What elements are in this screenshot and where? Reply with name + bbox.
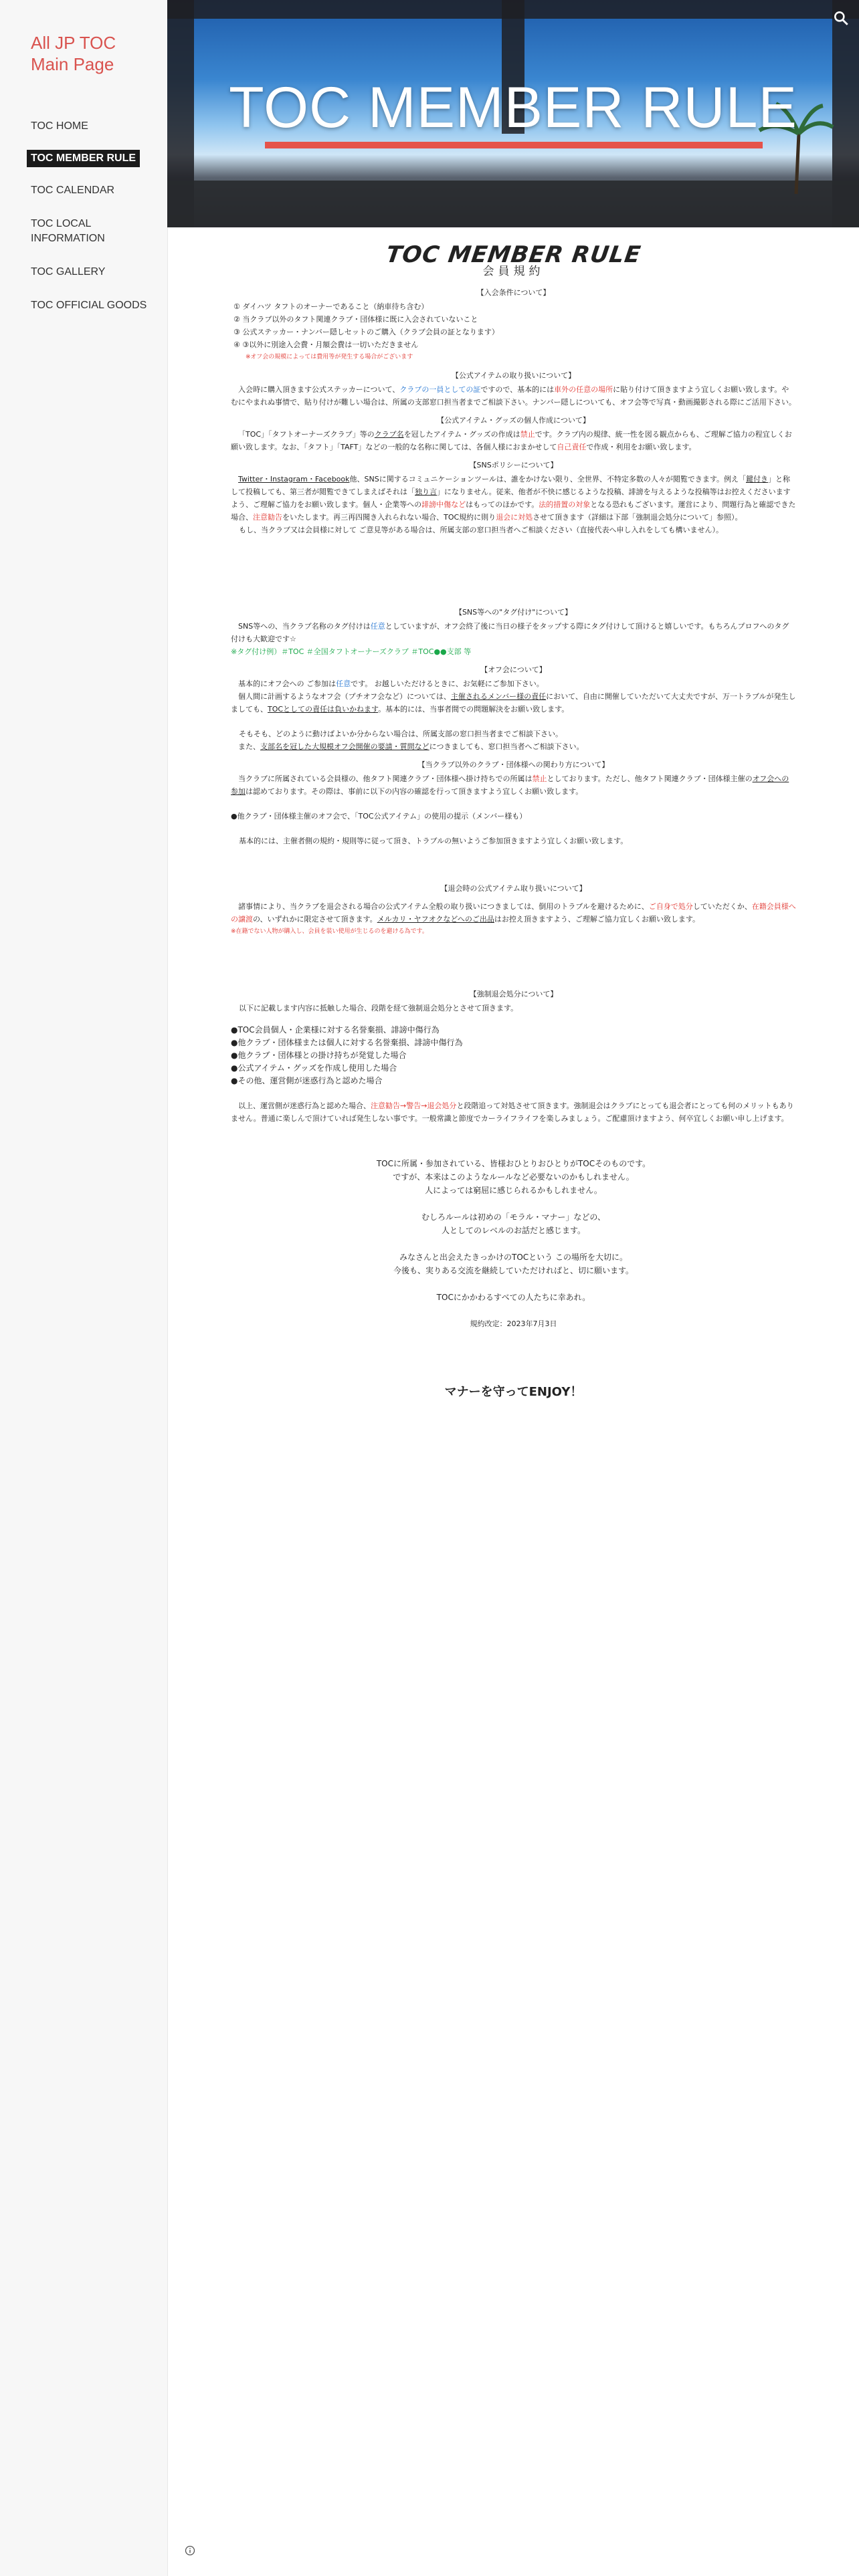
section-heading-official-items: 【公式アイテムの取り扱いについて】 xyxy=(451,371,576,380)
paragraph: そもそも、どのように動けばよいか分からない場合は、所属支部の窓口担当者までご相談下さい。 xyxy=(239,730,563,738)
paragraph xyxy=(231,690,796,716)
paragraph xyxy=(231,677,796,690)
paragraph: もし、当クラブ又は会員様に対して ご意見等がある場合は、所属支部の窓口担当者へご相談ください（直接代表へ申し入れをしても構いません）。 xyxy=(239,526,723,534)
hero-underline xyxy=(265,142,763,148)
paragraph xyxy=(231,428,796,453)
site-title[interactable]: All JP TOC Main Page xyxy=(31,33,116,74)
text: 当クラブに所属されている会員様の、他タフト関連クラブ・団体様へ掛け持ちでの所属は xyxy=(238,774,533,783)
closing-line: TOCに所属・参加されている、皆様おひとりおひとりがTOCそのものです。 xyxy=(376,1159,651,1168)
nav-item-member-rule[interactable]: TOC MEMBER RULE xyxy=(27,150,140,167)
slogan: マナーを守ってENJOY！ xyxy=(444,1385,583,1399)
text-underline: メルカリ・ヤフオクなどへのご出品 xyxy=(377,915,494,924)
search-icon[interactable] xyxy=(832,9,850,27)
closing-line: ですが、本来はこのようなルールなど必要ないのかもしれません。 xyxy=(393,1172,634,1182)
paragraph xyxy=(231,900,796,926)
text-highlight: 任意 xyxy=(370,622,385,631)
closing-line: 今後も、実りある交流を継続していただければと、切に願います。 xyxy=(393,1266,634,1275)
text: 入会時に購入頂きます公式ステッカーについて、 xyxy=(238,385,400,394)
paragraph xyxy=(231,740,796,753)
section-heading-withdrawal-items: 【退会時の公式アイテム取り扱いについて】 xyxy=(440,884,587,893)
text: 」になりません。従来、他者が不快に感じるような投稿、誹謗を与えるような投稿等はお控えくださいますよう、ご理解ご協力をお願い致します。個人・企業等への xyxy=(231,488,791,509)
text: ですので、基本的には xyxy=(480,385,555,394)
text-underline: オフ会への参加 xyxy=(231,774,789,796)
text: 以上、運営側が迷惑行為と認めた場合、 xyxy=(238,1101,371,1110)
section-heading-other-clubs: 【当クラブ以外のクラブ・団体様への関わり方について】 xyxy=(417,760,609,769)
text-highlight: 自己責任 xyxy=(557,443,587,451)
text: はもってのほかです。 xyxy=(466,500,539,509)
text-underline: 支部名を冠した大規模オフ会開催の要請・質問など xyxy=(260,742,430,751)
main-content xyxy=(231,241,796,1399)
list-item: ③ 公式ステッカー・ナンバー隠しセットのご購入（クラブ会員の証となります） xyxy=(233,328,499,336)
text-highlight: 在籍会員様への譲渡 xyxy=(231,902,796,924)
text-highlight: 法的措置の対象 xyxy=(539,500,591,509)
text-underline: クラブ名 xyxy=(374,430,404,439)
paragraph xyxy=(231,383,796,409)
text-highlight: 任意 xyxy=(336,679,351,688)
closing-line: みなさんと出会えたきっかけのTOCという この場所を大切に。 xyxy=(399,1253,628,1262)
list-item: ② 当クラブ以外のタフト関連クラブ・団体様に既に入会されていないこと xyxy=(233,315,478,324)
text: 」と称して投稿しても、第三者が閲覧できてしまえばそれは「 xyxy=(231,475,790,496)
list-item: ④ ③以外に別途入会費・月額会費は一切いただきません xyxy=(233,340,419,349)
text: 諸事情により、当クラブを退会される場合の公式アイテム全般の取り扱いにつきましては、倒用のトラブルを避けるために、 xyxy=(238,902,649,911)
page-subtitle: 会員規約 xyxy=(482,265,545,278)
closing-line xyxy=(231,1197,796,1210)
text: としております。ただし、他タフト関連クラブ・団体様主催の xyxy=(547,774,753,783)
site-nav xyxy=(27,116,161,329)
list-item: ① ダイハツ タフトのオーナーであること（納車待ち含む） xyxy=(233,302,429,311)
section-heading-personal-goods: 【公式アイテム・グッズの個人作成について】 xyxy=(437,416,590,425)
text: また、 xyxy=(238,742,260,751)
revision-date: 規約改定：2023年7月3日 xyxy=(470,1319,557,1328)
paragraph xyxy=(231,772,796,798)
paragraph xyxy=(231,1099,796,1125)
info-icon[interactable] xyxy=(185,2545,195,2556)
text: 基本的にオフ会への ご参加は xyxy=(238,679,337,688)
section-heading-tagging: 【SNS等への"タグ付け"について】 xyxy=(454,608,573,617)
text: となる恐れもございます。運営により、問題行為と確認できた場合、 xyxy=(231,500,796,522)
text: において、自由に開催していただいて大丈夫ですが、万一トラブルが発生しましても、 xyxy=(231,692,796,714)
text-underline: TOCとしての責任は負いかねます xyxy=(268,705,379,714)
text: につきましても、窓口担当者へご相談下さい。 xyxy=(429,742,584,751)
closing-line: むしろルールは初めの「モラル・マナー」などの、 xyxy=(421,1212,605,1222)
list-item: ●公式アイテム・グッズを作成し使用した場合 xyxy=(231,1063,397,1073)
closing-line: 人としてのレベルのお話だと感じます。 xyxy=(441,1226,586,1235)
text-underline: 主催されるメンバー様の責任 xyxy=(450,692,547,701)
section-heading-forced-withdrawal: 【強制退会処分について】 xyxy=(469,990,558,998)
text: をいたします。再三再四聞き入れられない場合、TOC規約に則り xyxy=(282,513,496,522)
text-highlight: 禁止 xyxy=(520,430,535,439)
text: で作成・利用をお願い致します。 xyxy=(586,443,696,451)
text-highlight: 誹謗中傷など xyxy=(421,500,466,509)
text: です。 お越しいただけるときに、お気軽にご参加下さい。 xyxy=(351,679,544,688)
text-highlight: クラブの一員としての証 xyxy=(399,385,481,394)
list-item: ●他クラブ・団体様との掛け持ちが発覚した場合 xyxy=(231,1051,407,1060)
text: 。基本的には、当事者間での問題解決をお願い致します。 xyxy=(378,705,569,714)
nav-item-official-goods[interactable]: TOC OFFICIAL GOODS xyxy=(31,300,147,311)
text-highlight: 注意勧告→警告→退会処分 xyxy=(371,1101,457,1110)
section-heading-membership: 【入会条件について】 xyxy=(476,288,551,297)
list-item: ●TOC会員個人・企業様に対する名誉棄損、誹謗中傷行為 xyxy=(231,1025,440,1035)
tag-examples: ※タグ付け例）＃TOC ＃全国タフトオーナーズクラブ ＃TOC●●支部 等 xyxy=(231,647,472,656)
text: 「TOC」「タフトオーナーズクラブ」等の xyxy=(238,430,375,439)
text-underline: Twitter・Instagram・Facebook xyxy=(238,475,350,484)
nav-item-home[interactable]: TOC HOME xyxy=(31,120,88,132)
text: はお控え頂きますよう、ご理解ご協力宜しくお願い致します。 xyxy=(494,915,700,924)
closing-line: 人によっては窮屈に感じられるかもしれません。 xyxy=(425,1186,602,1195)
text-underline: 独り言 xyxy=(415,488,437,496)
note-text: ※オフ会の規模によっては費用等が発生する場合がございます xyxy=(246,354,413,360)
note-text: ※在籍でない人物が購入し、会員を装い使用が生じるのを避ける為です。 xyxy=(231,928,428,935)
paragraph: ●他クラブ・団体様主催のオフ会で、「TOC公式アイテム」の使用の提示（メンバー様も） xyxy=(231,812,527,821)
closing-line xyxy=(231,1277,796,1291)
closing-line: TOCにかかわるすべての人たちに幸あれ。 xyxy=(436,1293,591,1302)
text: に貼り付けて頂きますよう宜しくお願い致します。やむにやまれぬ事情で、貼り付けが難しい場合は、所属の支部窓口担当者までご相談下さい。ナンバー隠しについても、オフ会等で写真・動画撮影される際にご活用下さい。 xyxy=(231,385,796,407)
hero-banner xyxy=(167,0,859,227)
nav-item-local-information[interactable]: TOC LOCAL INFORMATION xyxy=(31,218,105,244)
page-logo-title: TOC MEMBER RULE xyxy=(384,241,643,268)
text-underline: 鍵付き xyxy=(745,475,768,484)
nav-item-gallery[interactable]: TOC GALLERY xyxy=(31,266,106,278)
text: です。クラブ内の規律、統一性を図る観点からも、ご理解ご協力の程宜しくお願い致します。なお、「タフト」「TAFT」などの一般的な名称に関しては、各個人様におまかせして xyxy=(231,430,792,451)
closing-line xyxy=(231,1237,796,1251)
text: としていますが、オフ会終了後に当日の様子をタップする際にタグ付けして頂けると嬉しいです。もちろんプロフへのタグ付けも大歓迎です☆ xyxy=(231,622,789,643)
paragraph xyxy=(231,473,796,524)
text-highlight: 注意勧告 xyxy=(253,513,282,522)
paragraph: 以下に記載します内容に抵触した場合、段階を経て強制退会処分とさせて頂きます。 xyxy=(239,1004,518,1012)
text: 個人間に計画するようなオフ会（プチオフ会など）については、 xyxy=(238,692,451,701)
car-dashboard xyxy=(167,181,859,227)
text-highlight: 退会に対処 xyxy=(496,513,533,522)
paragraph xyxy=(231,620,796,645)
nav-item-calendar[interactable]: TOC CALENDAR xyxy=(31,185,115,196)
text: していただくか、 xyxy=(692,902,752,911)
list-item: ●その他、運営側が迷惑行為と認めた場合 xyxy=(231,1076,383,1085)
paragraph: 基本的には、主催者側の規約・規則等に従って頂き、トラブルの無いようご参加頂きますよう宜しくお願い致します。 xyxy=(239,837,628,845)
section-heading-offkai: 【オフ会について】 xyxy=(480,665,547,674)
text: を冠したアイテム・グッズの作成は xyxy=(403,430,520,439)
text: させて頂きます（詳細は下部「強制退会処分について」参照）。 xyxy=(533,513,743,522)
text-highlight: 禁止 xyxy=(532,774,547,783)
text: 他、SNSに関するコミュニケーションツールは、誰をかけない限り、全世界、不特定多数の人々が閲覧できます。例え「 xyxy=(349,475,746,484)
list-item: ●他クラブ・団体様または個人に対する名誉棄損、誹謗中傷行為 xyxy=(231,1038,463,1047)
text: SNS等への、当クラブ名称のタグ付けは xyxy=(238,622,371,631)
closing-line xyxy=(231,1304,796,1317)
closing-message xyxy=(231,1157,796,1331)
text: と段階追って対処させて頂きます。強制退会はクラブにとっても退会者にとっても何のメリットもありません。普通に楽しんで頂けていれば発生しない事です。一般常識と節度でカーライフライフを楽しみましょう。ご配慮頂けますよう、何卒宜しくお願い申し上げます。 xyxy=(231,1101,794,1123)
text: の、いずれかに限定させて頂きます。 xyxy=(253,915,377,924)
hero-title: TOC MEMBER RULE xyxy=(229,76,797,140)
text-highlight: 車外の任意の場所 xyxy=(554,385,613,394)
text-highlight: ご自身で処分 xyxy=(648,902,693,911)
sidebar xyxy=(0,0,168,2576)
section-heading-sns-policy: 【SNSポリシーについて】 xyxy=(469,461,558,469)
text: は認めております。その際は、事前に以下の内容の確認を行って頂きますよう宜しくお願い致します。 xyxy=(246,787,583,796)
